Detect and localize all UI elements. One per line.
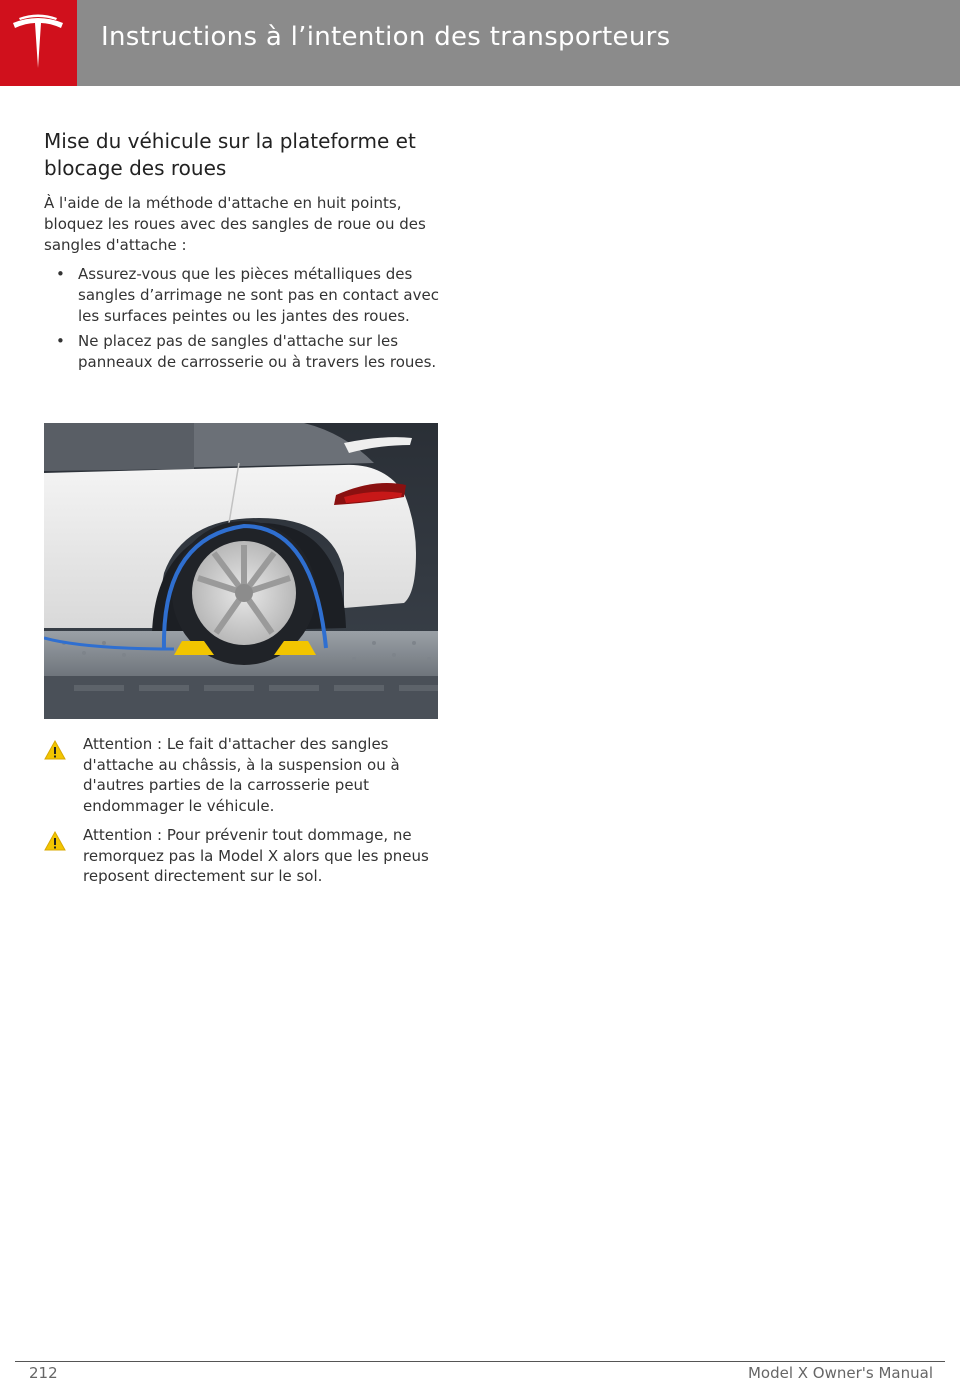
tesla-logo — [0, 0, 77, 86]
page-header — [0, 0, 960, 86]
bullet-icon: • — [56, 265, 65, 283]
warning-text: Attention : Pour prévenir tout dommage, ne remorquez pas la Model X alors que les pneus reposent directement sur le sol. — [83, 826, 429, 885]
page-number: 212 — [29, 1364, 58, 1382]
manual-name: Model X Owner's Manual — [747, 1364, 933, 1382]
vehicle-on-platform-illustration — [44, 423, 438, 719]
warning-text: Attention : Le fait d'attacher des sangles d'attache au châssis, à la suspension ou à d'autres parties de la carrosserie peut endommager le véhicule. — [83, 735, 400, 815]
warning-icon — [44, 831, 66, 851]
list-item-text: Assurez-vous que les pièces métalliques des sangles d’arrimage ne sont pas en contact avec les surfaces peintes ou les jantes des roues. — [78, 265, 439, 325]
warning-block — [44, 825, 439, 887]
warning-icon — [44, 740, 66, 760]
chapter-title: Instructions à l’intention des transporteurs — [101, 22, 671, 52]
footer-divider — [15, 1361, 945, 1362]
instruction-list — [44, 264, 439, 377]
list-item-text: Ne placez pas de sangles d'attache sur les panneaux de carrosserie ou à travers les roues. — [78, 332, 437, 371]
section-title: Mise du véhicule sur la plateforme et blocage des roues — [44, 129, 416, 180]
list-item — [44, 331, 439, 373]
list-item — [44, 264, 439, 327]
bullet-icon: • — [56, 332, 65, 350]
warning-block — [44, 734, 439, 816]
intro-paragraph: À l'aide de la méthode d'attache en huit points, bloquez les roues avec des sangles de roue ou des sangles d'attache : — [44, 194, 426, 254]
